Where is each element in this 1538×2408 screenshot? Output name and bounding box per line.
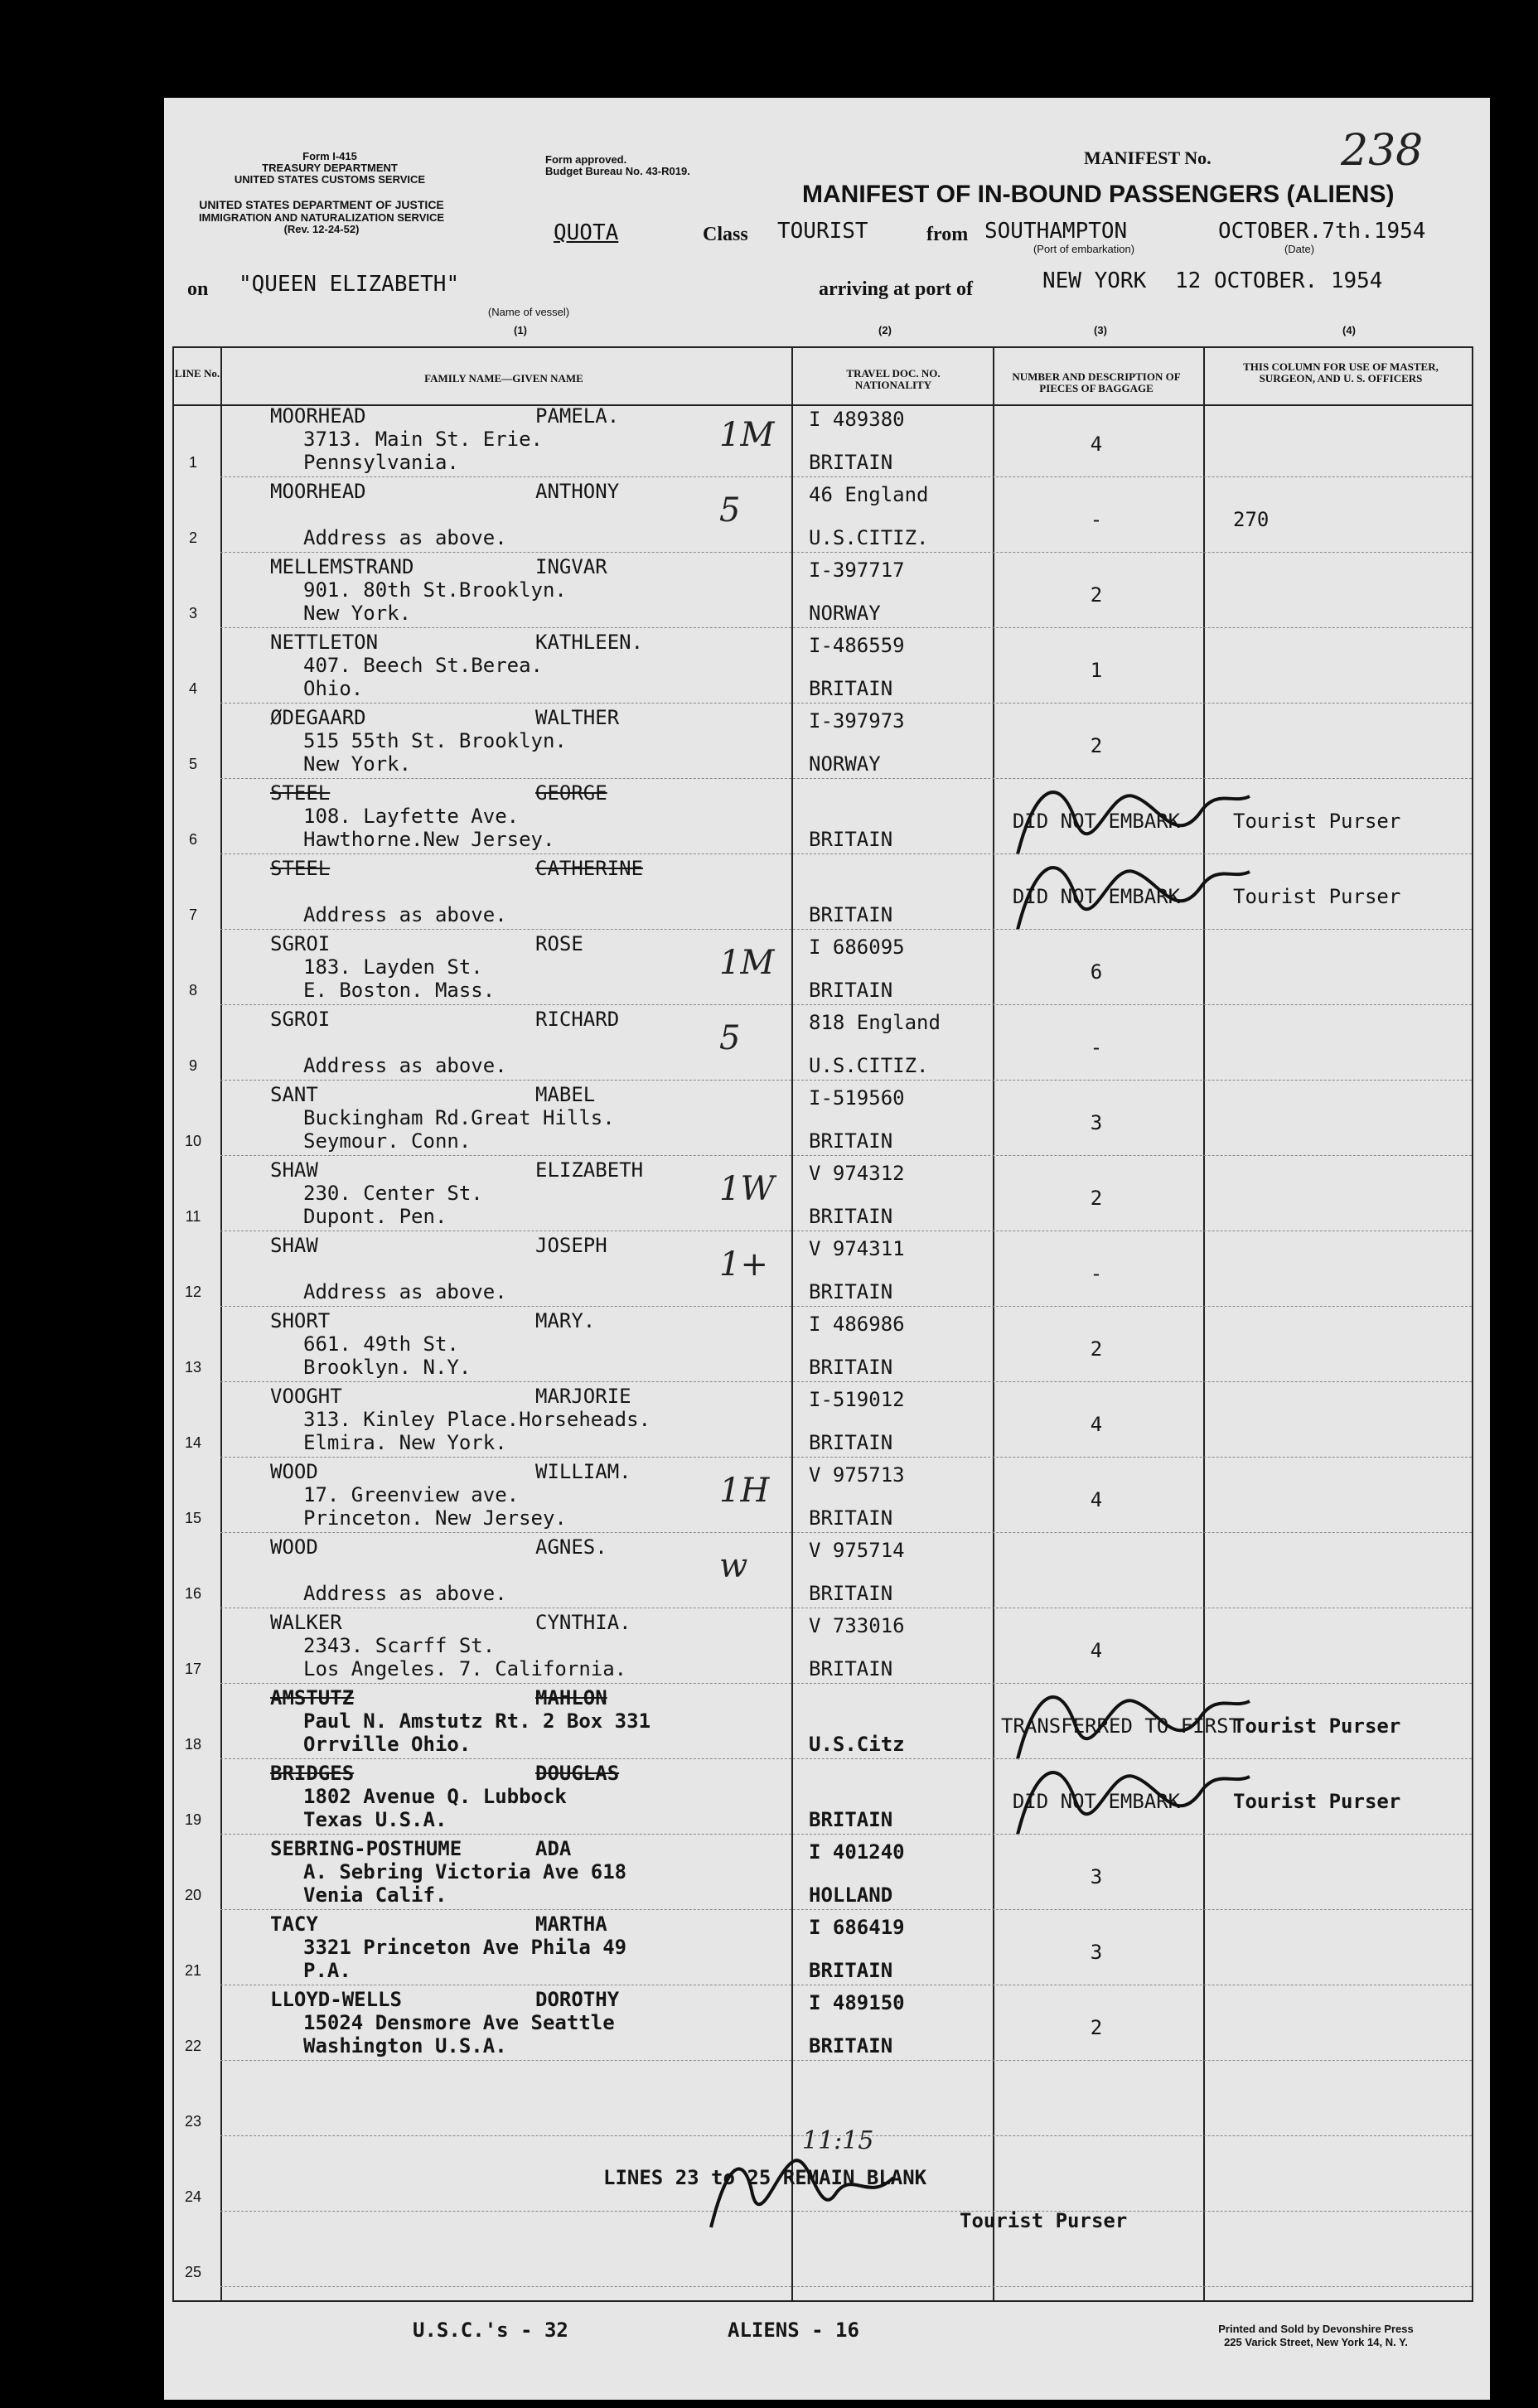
nationality: U.S.CITIZ. <box>809 1054 929 1077</box>
department: UNITED STATES DEPARTMENT OF JUSTICE <box>199 198 444 211</box>
given-name: ADA <box>535 1837 572 1860</box>
family-name: TACY <box>270 1912 318 1936</box>
address-line-2: New York. <box>303 602 412 625</box>
travel-doc-number: I 489380 <box>809 408 905 431</box>
binder-hole <box>78 166 111 219</box>
baggage-count: 2 <box>1090 2016 1103 2039</box>
baggage-count: 4 <box>1090 1639 1103 1662</box>
address-line-1: 515 55th St. Brooklyn. <box>303 729 567 752</box>
nationality: BRITAIN <box>809 2034 893 2057</box>
travel-doc-number: 46 England <box>809 483 929 506</box>
line-number: 24 <box>184 2188 202 2205</box>
given-name: MARJORIE <box>535 1385 631 1408</box>
family-name: LLOYD-WELLS <box>270 1988 402 2011</box>
given-name: WILLIAM. <box>535 1460 631 1483</box>
address-line-2: Princeton. New Jersey. <box>303 1506 567 1530</box>
address-line-2: Address as above. <box>303 1582 507 1605</box>
nationality: BRITAIN <box>809 677 893 700</box>
nationality: BRITAIN <box>809 903 893 926</box>
table-row <box>164 1534 1490 1608</box>
family-name: VOOGHT <box>270 1385 342 1408</box>
baggage-count: - <box>1090 1036 1103 1059</box>
col-header-travel: TRAVEL DOC. NO. NATIONALITY <box>846 367 941 391</box>
given-name: KATHLEEN. <box>535 631 644 654</box>
row-separator <box>220 1306 1472 1307</box>
officer-note: Tourist Purser <box>1233 1714 1401 1738</box>
nationality: BRITAIN <box>809 828 893 851</box>
given-name: RICHARD <box>535 1008 620 1031</box>
given-name: CATHERINE <box>535 857 644 880</box>
form-number: Form I-415 <box>302 150 357 162</box>
manifest-no-label: MANIFEST No. <box>1084 147 1212 168</box>
address-line-2: New York. <box>303 752 412 776</box>
handwritten-mark: 5 <box>719 491 741 529</box>
nationality: BRITAIN <box>809 1356 893 1379</box>
line-number: 9 <box>188 1057 197 1074</box>
baggage-count: 2 <box>1090 583 1103 607</box>
col-num-3: (3) <box>1094 324 1107 336</box>
nationality: BRITAIN <box>809 1280 893 1303</box>
address-line-1: 17. Greenview ave. <box>303 1483 520 1506</box>
row-separator <box>220 1683 1472 1684</box>
family-name: WALKER <box>270 1611 342 1634</box>
vessel-caption: (Name of vessel) <box>487 306 570 318</box>
baggage-count: 2 <box>1090 1337 1103 1361</box>
col-header-baggage: NUMBER AND DESCRIPTION OF PIECES OF BAGGAGE <box>1012 370 1181 394</box>
line-number: 1 <box>188 454 197 471</box>
nationality: BRITAIN <box>809 1205 893 1228</box>
address-line-2: Los Angeles. 7. California. <box>303 1657 627 1680</box>
baggage-count: 4 <box>1090 1488 1103 1511</box>
family-name: SHAW <box>270 1158 318 1182</box>
revision: (Rev. 12-24-52) <box>283 223 360 235</box>
line-number: 7 <box>188 907 197 923</box>
given-name: ANTHONY <box>535 480 620 503</box>
closing-purser: Tourist Purser <box>960 2209 1128 2232</box>
given-name: GEORGE <box>535 781 607 805</box>
remain-blank-note: LINES 23 to 25 REMAIN BLANK <box>603 2166 927 2189</box>
address-line-1: 15024 Densmore Ave Seattle <box>303 2011 615 2034</box>
address-line-2: Elmira. New York. <box>303 1431 507 1454</box>
given-name: MARTHA <box>535 1912 607 1936</box>
given-name: INGVAR <box>535 555 607 578</box>
aliens-count: ALIENS - 16 <box>728 2319 859 2342</box>
handwritten-mark: 1M <box>719 416 775 454</box>
address-line-2: Seymour. Conn. <box>303 1129 472 1153</box>
date-caption: (Date) <box>1284 243 1315 255</box>
address-line-1: 2343. Scarff St. <box>303 1634 496 1657</box>
address-line-2: E. Boston. Mass. <box>303 979 496 1002</box>
quota-label: QUOTA <box>554 220 619 245</box>
row-separator <box>220 627 1472 628</box>
binder-hole <box>78 298 111 351</box>
col-header-name: FAMILY NAME—GIVEN NAME <box>424 372 583 384</box>
table-row <box>164 1006 1490 1081</box>
binder-hole <box>78 2005 111 2058</box>
given-name: AGNES. <box>535 1535 607 1559</box>
family-name: STEEL <box>270 857 331 880</box>
table-row <box>164 855 1490 930</box>
nationality: BRITAIN <box>809 1959 893 1982</box>
address-line-2: Brooklyn. N.Y. <box>303 1356 472 1379</box>
table-row <box>164 1835 1490 1910</box>
line-number: 10 <box>184 1133 202 1149</box>
table-row <box>164 2062 1490 2136</box>
address-line-2: Address as above. <box>303 526 507 549</box>
travel-doc-number: V 974311 <box>809 1237 905 1260</box>
row-separator <box>220 1080 1472 1081</box>
address-line-1: 3713. Main St. Erie. <box>303 428 543 451</box>
table-row <box>164 1383 1490 1458</box>
family-name: SGROI <box>270 932 331 955</box>
purser-signature <box>694 2144 910 2236</box>
address-line-2: Pennsylvania. <box>303 451 459 474</box>
baggage-count: DID NOT EMBARK <box>1012 810 1181 833</box>
family-name: ØDEGAARD <box>270 706 366 729</box>
address-line-2: P.A. <box>303 1959 351 1982</box>
usc-count: U.S.C.'s - 32 <box>413 2319 568 2342</box>
col-num-1: (1) <box>514 324 527 336</box>
line-number: 11 <box>185 1208 201 1225</box>
family-name: SGROI <box>270 1008 331 1031</box>
row-separator <box>220 1909 1472 1910</box>
nationality: NORWAY <box>809 752 881 776</box>
table-row <box>164 780 1490 854</box>
table-row <box>164 1081 1490 1156</box>
table-row <box>164 1911 1490 1985</box>
row-separator <box>220 929 1472 930</box>
col-num-4: (4) <box>1342 324 1356 336</box>
line-number: 4 <box>188 680 197 697</box>
arriving-label: arriving at port of <box>819 278 973 300</box>
handwritten-mark: 1+ <box>719 1245 768 1284</box>
given-name: CYNTHIA. <box>535 1611 631 1634</box>
travel-doc-number: I 401240 <box>809 1840 905 1864</box>
given-name: ELIZABETH <box>535 1158 644 1182</box>
line-number: 13 <box>184 1359 202 1376</box>
line-number: 18 <box>184 1736 202 1753</box>
row-separator <box>220 1457 1472 1458</box>
baggage-count: 3 <box>1090 1865 1103 1888</box>
baggage-count: - <box>1090 1262 1103 1285</box>
handwritten-mark: 1M <box>719 944 775 982</box>
table-row <box>164 704 1490 779</box>
address-line-2: Dupont. Pen. <box>303 1205 447 1228</box>
arrival-port: NEW YORK <box>1042 268 1147 293</box>
nationality: BRITAIN <box>809 1657 893 1680</box>
travel-doc-number: V 975713 <box>809 1463 905 1487</box>
address-line-2: Venia Calif. <box>303 1883 447 1907</box>
line-number: 22 <box>184 2038 202 2054</box>
address-line-1: A. Sebring Victoria Ave 618 <box>303 1860 627 1883</box>
given-name: MABEL <box>535 1083 596 1106</box>
manifest-page <box>164 98 1490 2400</box>
baggage-count: - <box>1090 508 1103 531</box>
printer-address: 225 Varick Street, New York 14, N. Y. <box>1224 2336 1408 2348</box>
col-num-2: (2) <box>878 324 892 336</box>
col-header-line: LINE No. <box>174 367 220 380</box>
row-separator <box>220 703 1472 704</box>
row-separator <box>220 2286 1472 2287</box>
travel-doc-number: I 489150 <box>809 1991 905 2014</box>
given-name: PAMELA. <box>535 404 620 428</box>
address-line-2: Washington U.S.A. <box>303 2034 507 2057</box>
family-name: MOORHEAD <box>270 480 366 503</box>
handwritten-mark: 1W <box>719 1170 775 1208</box>
address-line-1: Paul N. Amstutz Rt. 2 Box 331 <box>303 1709 651 1733</box>
nationality: BRITAIN <box>809 1431 893 1454</box>
given-name: DOROTHY <box>535 1988 620 2011</box>
vessel-name: "QUEEN ELIZABETH" <box>239 272 460 297</box>
table-row <box>164 1986 1490 2061</box>
address-line-2: Ohio. <box>303 677 364 700</box>
row-separator <box>220 1381 1472 1382</box>
binder-hole <box>78 348 111 401</box>
line-number: 25 <box>184 2264 202 2280</box>
officer-note: 270 <box>1233 508 1270 531</box>
purser-signature <box>1009 847 1258 938</box>
family-name: STEEL <box>270 781 331 805</box>
table-row <box>164 931 1490 1005</box>
line-number: 6 <box>188 831 197 848</box>
address-line-2: Address as above. <box>303 1054 507 1077</box>
baggage-count: 3 <box>1090 1111 1103 1134</box>
nationality: BRITAIN <box>809 451 893 474</box>
given-name: JOSEPH <box>535 1234 607 1257</box>
line-number: 5 <box>188 756 197 772</box>
from-label: from <box>926 224 969 245</box>
nationality: BRITAIN <box>809 1506 893 1530</box>
form-approved: Form approved. <box>545 153 627 166</box>
baggage-count: 4 <box>1090 433 1103 456</box>
nationality: NORWAY <box>809 602 881 625</box>
col-header-officers: THIS COLUMN FOR USE OF MASTER, SURGEON, AND U. S. OFFICERS <box>1243 360 1439 384</box>
binder-hole <box>78 2105 111 2158</box>
nationality: U.S.CITIZ. <box>809 526 929 549</box>
manifest-title: MANIFEST OF IN-BOUND PASSENGERS (ALIENS) <box>802 181 1395 208</box>
family-name: MELLEMSTRAND <box>270 555 414 578</box>
family-name: WOOD <box>270 1460 318 1483</box>
baggage-count: 1 <box>1090 659 1103 682</box>
address-line-1: 1802 Avenue Q. Lubbock <box>303 1785 567 1808</box>
address-line-1: 661. 49th St. <box>303 1332 459 1356</box>
embark-date: OCTOBER.7th.1954 <box>1218 219 1426 244</box>
travel-doc-number: I-486559 <box>809 634 905 657</box>
line-number: 20 <box>184 1887 202 1903</box>
baggage-count: DID NOT EMBARK <box>1012 885 1181 908</box>
address-line-2: Hawthorne.New Jersey. <box>303 828 555 851</box>
travel-doc-number: I-397717 <box>809 558 905 582</box>
travel-doc-number: I 486986 <box>809 1313 905 1336</box>
table-row <box>164 1157 1490 1231</box>
row-separator <box>220 1834 1472 1835</box>
row-separator <box>220 1532 1472 1533</box>
address-line-2: Address as above. <box>303 903 507 926</box>
given-name: MAHLON <box>535 1686 607 1709</box>
row-separator <box>220 552 1472 553</box>
given-name: MARY. <box>535 1309 596 1332</box>
table-row <box>164 554 1490 628</box>
table-row <box>164 1609 1490 1684</box>
given-name: DOUGLAS <box>535 1762 620 1785</box>
line-number: 15 <box>184 1510 202 1526</box>
travel-doc-number: V 974312 <box>809 1162 905 1185</box>
address-line-1: 108. Layfette Ave. <box>303 805 520 828</box>
table-row <box>164 629 1490 704</box>
inspection-service: IMMIGRATION AND NATURALIZATION SERVICE <box>198 211 445 224</box>
travel-doc-number: I-397973 <box>809 709 905 733</box>
handwritten-mark: 1H <box>719 1472 770 1510</box>
form-agency: TREASURY DEPARTMENT <box>262 162 398 174</box>
travel-doc-number: I 686419 <box>809 1916 905 1939</box>
family-name: SANT <box>270 1083 318 1106</box>
line-number: 2 <box>188 529 197 546</box>
line-number: 19 <box>184 1811 202 1828</box>
nationality: U.S.Citz <box>809 1733 905 1756</box>
row-separator <box>220 476 1472 477</box>
line-number: 12 <box>184 1284 202 1300</box>
baggage-count: 3 <box>1090 1941 1103 1964</box>
nationality: BRITAIN <box>809 1582 893 1605</box>
travel-doc-number: I 686095 <box>809 936 905 959</box>
port-caption: (Port of embarkation) <box>1033 243 1135 255</box>
line-number: 14 <box>184 1434 202 1451</box>
handwritten-mark: 5 <box>719 1019 741 1057</box>
baggage-count: 6 <box>1090 960 1103 984</box>
baggage-count: 4 <box>1090 1413 1103 1436</box>
address-line-1: 183. Layden St. <box>303 955 483 979</box>
table-row <box>164 403 1490 477</box>
purser-signature <box>1009 1752 1258 1843</box>
baggage-count: TRANSFERRED TO FIRST <box>1001 1714 1241 1738</box>
family-name: AMSTUTZ <box>270 1686 355 1709</box>
row-separator <box>220 1004 1472 1005</box>
line-number: 21 <box>184 1962 202 1979</box>
nationality: HOLLAND <box>809 1883 893 1907</box>
manifest-number: 238 <box>1341 126 1424 176</box>
line-number: 16 <box>184 1585 202 1602</box>
line-number: 3 <box>188 605 197 621</box>
table-row <box>164 1458 1490 1533</box>
address-line-2: Texas U.S.A. <box>303 1808 447 1831</box>
address-line-1: 901. 80th St.Brooklyn. <box>303 578 567 602</box>
address-line-2: Address as above. <box>303 1280 507 1303</box>
address-line-1: 407. Beech St.Berea. <box>303 654 543 677</box>
table-row <box>164 1308 1490 1382</box>
arrival-date: 12 OCTOBER. 1954 <box>1175 268 1383 293</box>
row-separator <box>220 1155 1472 1156</box>
printer-name: Printed and Sold by Devonshire Press <box>1218 2323 1414 2335</box>
family-name: MOORHEAD <box>270 404 366 428</box>
address-line-1: 3321 Princeton Ave Phila 49 <box>303 1936 627 1959</box>
line-number: 17 <box>184 1661 202 1677</box>
line-number: 23 <box>184 2113 202 2130</box>
handwritten-mark: w <box>719 1547 748 1585</box>
given-name: ROSE <box>535 932 583 955</box>
nationality: BRITAIN <box>809 979 893 1002</box>
row-separator <box>220 2060 1472 2061</box>
travel-doc-number: V 975714 <box>809 1539 905 1562</box>
row-separator <box>220 778 1472 779</box>
from-port: SOUTHAMPTON <box>984 219 1128 244</box>
line-number: 8 <box>188 982 197 998</box>
officer-note: Tourist Purser <box>1233 810 1401 833</box>
address-line-1: 230. Center St. <box>303 1182 483 1205</box>
family-name: SEBRING-POSTHUME <box>270 1837 462 1860</box>
nationality: BRITAIN <box>809 1129 893 1153</box>
time-note: 11:15 <box>802 2126 874 2155</box>
given-name: WALTHER <box>535 706 620 729</box>
table-row <box>164 478 1490 553</box>
baggage-count: DID NOT EMBARK <box>1012 1790 1181 1813</box>
address-line-1: 313. Kinley Place.Horseheads. <box>303 1408 651 1431</box>
travel-doc-number: I-519012 <box>809 1388 905 1411</box>
travel-doc-number: I-519560 <box>809 1086 905 1110</box>
travel-doc-number: V 733016 <box>809 1614 905 1637</box>
family-name: WOOD <box>270 1535 318 1559</box>
officer-note: Tourist Purser <box>1233 1790 1401 1813</box>
class-label: Class <box>703 224 748 245</box>
table-row <box>164 1232 1490 1307</box>
officer-note: Tourist Purser <box>1233 885 1401 908</box>
row-separator <box>220 1758 1472 1759</box>
nationality: BRITAIN <box>809 1808 893 1831</box>
travel-doc-number: 818 England <box>809 1011 941 1034</box>
baggage-count: 2 <box>1090 734 1103 757</box>
table-row <box>164 1685 1490 1759</box>
form-service: UNITED STATES CUSTOMS SERVICE <box>234 173 426 186</box>
family-name: BRIDGES <box>270 1762 355 1785</box>
budget-bureau: Budget Bureau No. 43-R019. <box>545 165 690 177</box>
family-name: SHAW <box>270 1234 318 1257</box>
class-value: TOURIST <box>777 219 868 244</box>
baggage-count: 2 <box>1090 1187 1103 1210</box>
address-line-1: Buckingham Rd.Great Hills. <box>303 1106 615 1129</box>
on-label: on <box>187 278 209 300</box>
address-line-2: Orrville Ohio. <box>303 1733 472 1756</box>
family-name: SHORT <box>270 1309 331 1332</box>
row-separator <box>220 853 1472 854</box>
table-row <box>164 1760 1490 1835</box>
family-name: NETTLETON <box>270 631 379 654</box>
